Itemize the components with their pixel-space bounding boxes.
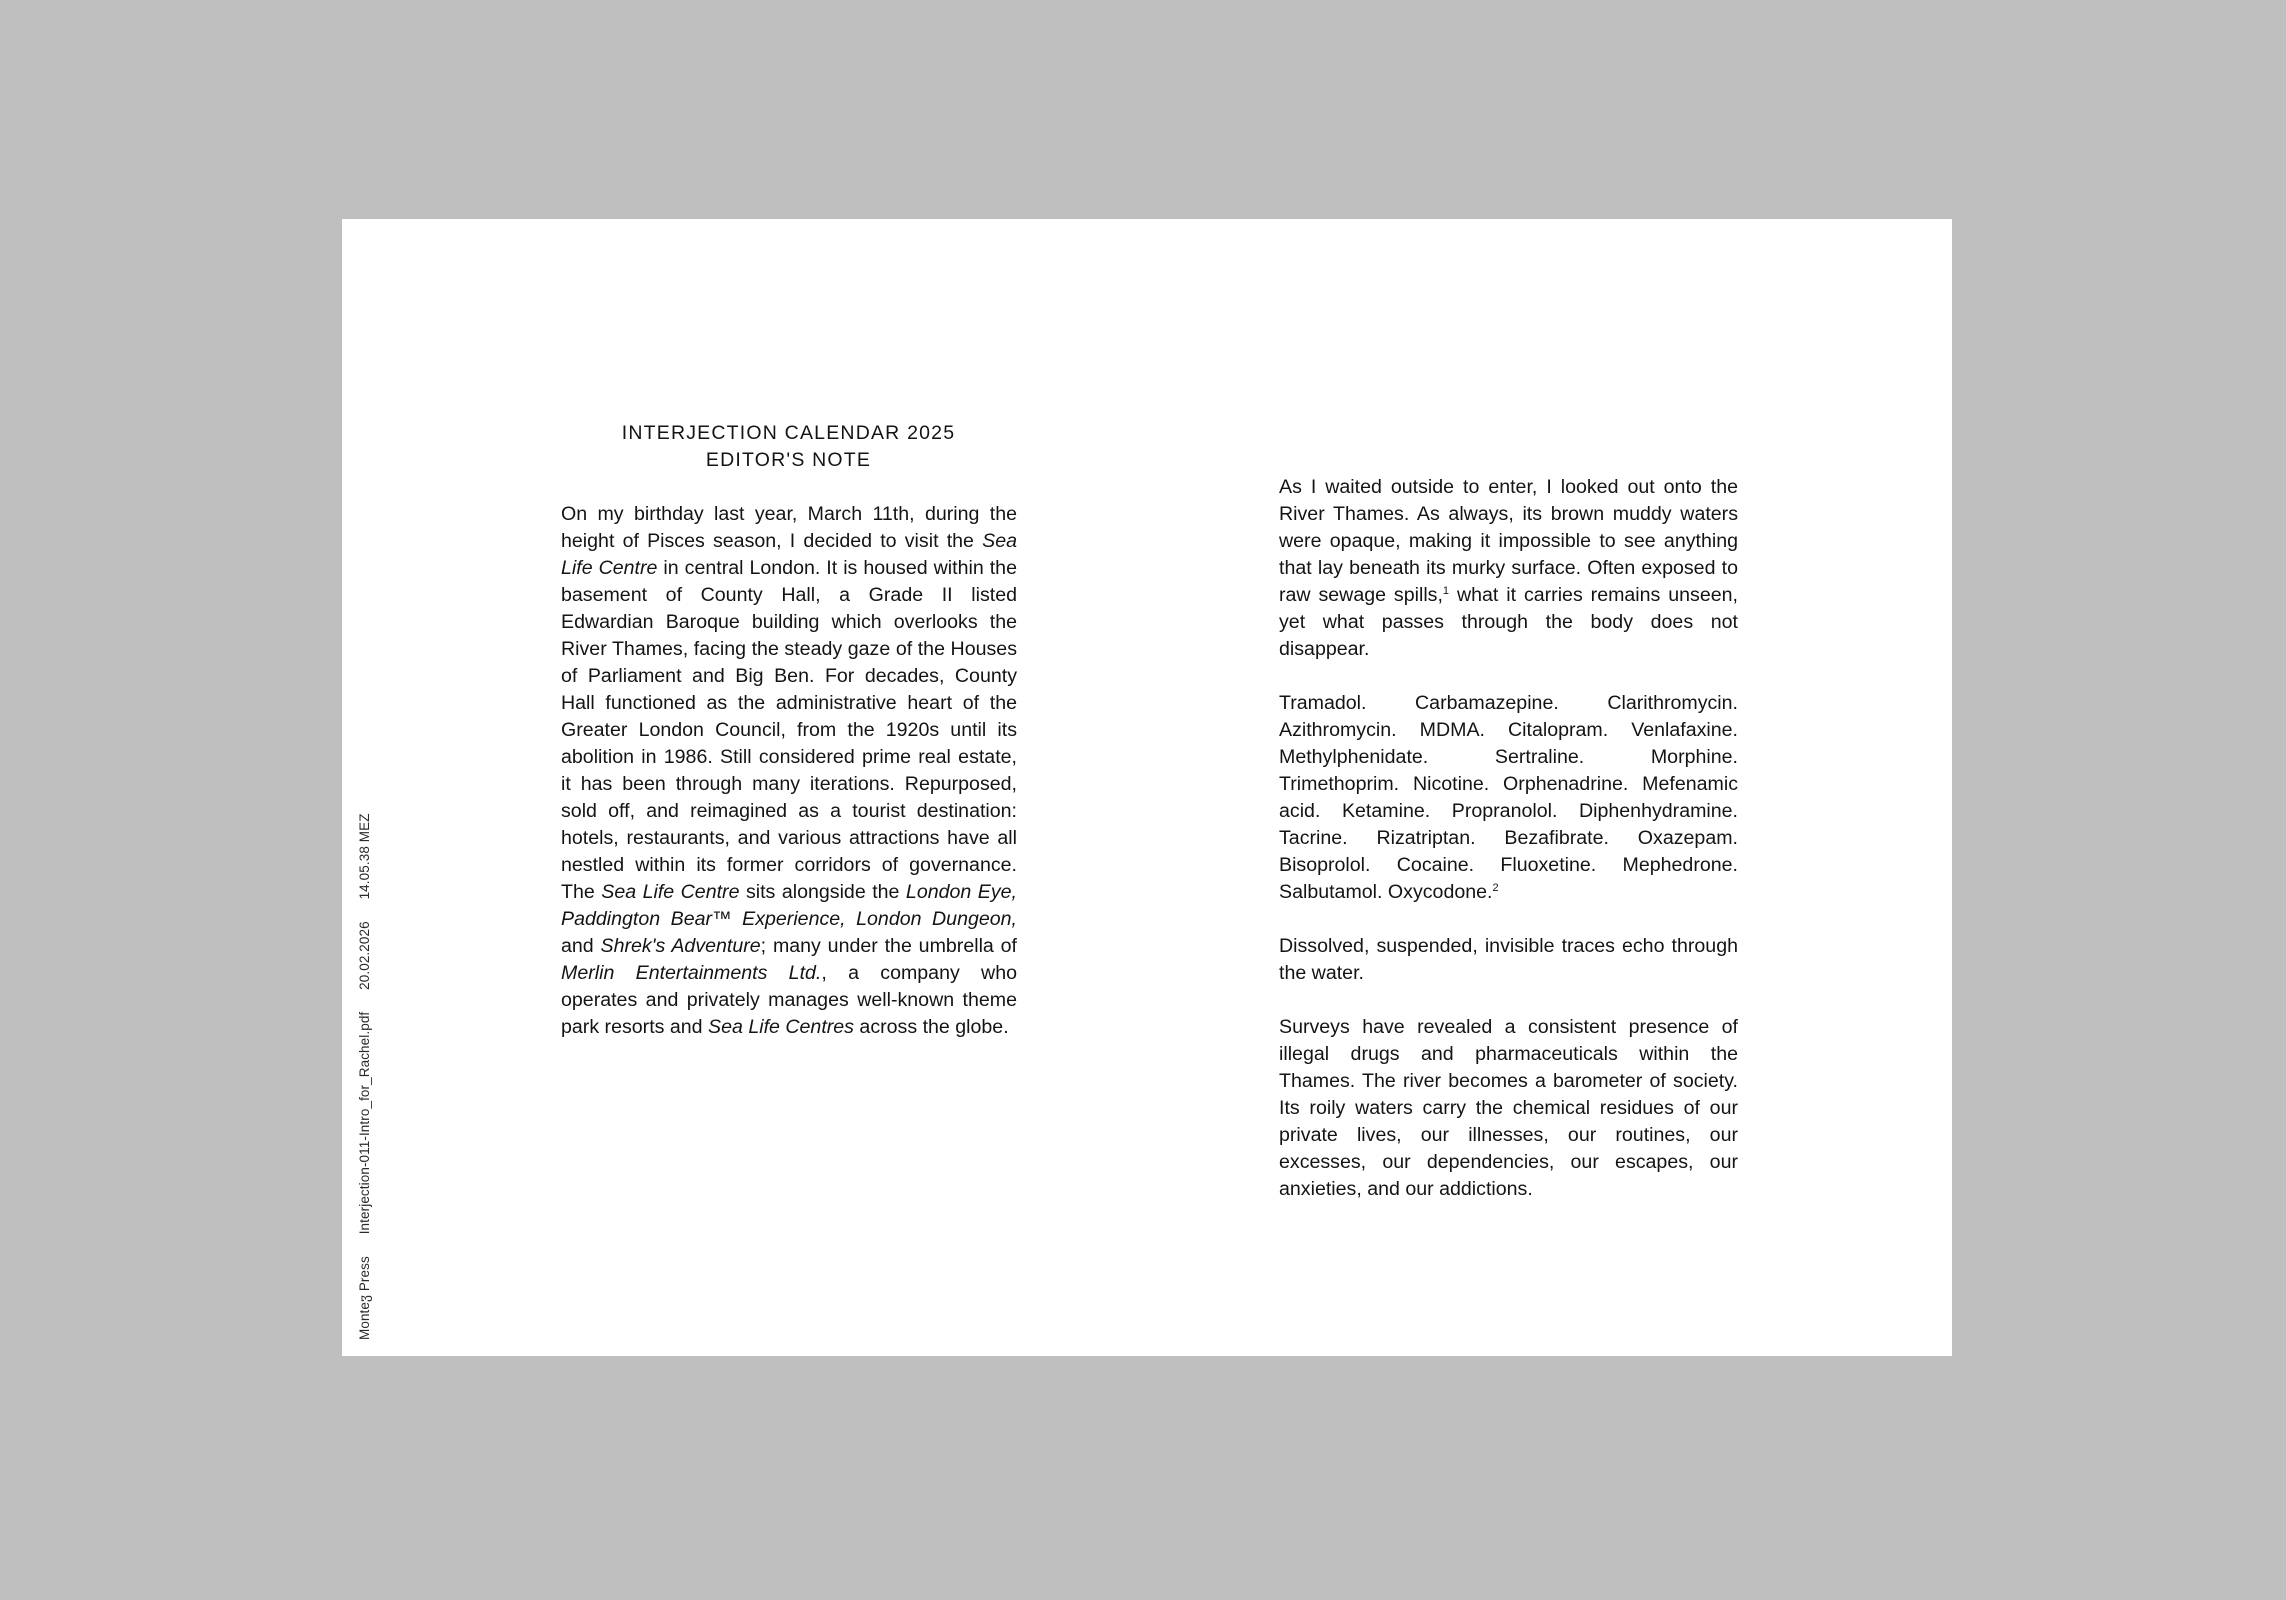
- italic-title: Sea Life Centre: [561, 530, 1017, 579]
- italic-title: Shrek's Adventure: [600, 935, 761, 957]
- right-text-column: [1279, 474, 1738, 1203]
- filename-label: Interjection-011-Intro_for_Rachel.pdf: [357, 1011, 372, 1235]
- date-label: 20.02.2026: [357, 921, 372, 990]
- paragraph: Tramadol. Carbamazepine. Clarithromycin. Azithromycin. MDMA. Citalopram. Venlafaxine. Methylphenidate. Sertraline. Morphine. Trimethoprim. Nicotine. Orphenadrine. Mefenamic acid. Ketamine. Propranolol. Diphenhydramine. Tacrine. Rizatriptan. Bezafibrate. Oxazepam. Bisoprolol. Cocaine. Fluoxetine. Mephedrone. Salbutamol. Oxycodone.$^2$: [1279, 692, 1738, 903]
- print-metadata: [357, 795, 373, 1340]
- time-label: 14.05.38 MEZ: [357, 813, 372, 900]
- footnote-marker: 2: [1492, 882, 1499, 894]
- italic-title: London Eye, Paddington Bear™ Experience, London Dungeon,: [561, 881, 1017, 930]
- paragraph: Dissolved, suspended, invisible traces echo through the water.: [1279, 935, 1738, 984]
- page-heading: [561, 420, 1016, 474]
- paragraph: On my birthday last year, March 11th, during the height of Pisces season, I decided to visit the Sea Life Centre in central London. It is housed within the basement of County Hall, a Grade II listed Edwardian Baroque building which overlooks the River Thames, facing the steady gaze of the Houses of Parliament and Big Ben. For decades, County Hall functioned as the administrative heart of the Greater London Council, from the 1920s until its abolition in 1986. Still considered prime real estate, it has been through many iterations. Repurposed, sold off, and reimagined as a tourist destination: hotels, restaurants, and various attractions have all nestled within its former corridors of governance. The Sea Life Centre sits alongside the London Eye, Paddington Bear™ Experience, London Dungeon, and Shrek's Adventure; many under the umbrella of Merlin Entertainments Ltd., a company who operates and privately manages well-known theme park resorts and Sea Life Centres across the globe.: [561, 503, 1017, 1038]
- italic-title: Merlin Entertainments Ltd.: [561, 962, 822, 984]
- publisher-label: Monteჳ Press: [357, 1256, 372, 1340]
- italic-title: Sea Life Centre: [601, 881, 740, 903]
- paragraph: Surveys have revealed a consistent presence of illegal drugs and pharmaceuticals within the Thames. The river becomes a barometer of society. Its roily waters carry the chemical residues of our private lives, our illnesses, our routines, our excesses, our dependencies, our escapes, our anxieties, and our addictions.: [1279, 1016, 1738, 1200]
- left-text-column: [561, 501, 1017, 1041]
- paragraph: As I waited outside to enter, I looked out onto the River Thames. As always, its brown muddy waters were opaque, making it impossible to see anything that lay beneath its murky surface. Often exposed to raw sewage spills,$^1$ what it carries remains unseen, yet what passes through the body does not disappear.: [1279, 476, 1738, 660]
- italic-title: Sea Life Centres: [708, 1016, 854, 1038]
- footnote-marker: 1: [1442, 585, 1450, 597]
- heading-title: INTERJECTION CALENDAR 2025: [621, 422, 956, 444]
- heading-subtitle: EDITOR'S NOTE: [705, 449, 872, 471]
